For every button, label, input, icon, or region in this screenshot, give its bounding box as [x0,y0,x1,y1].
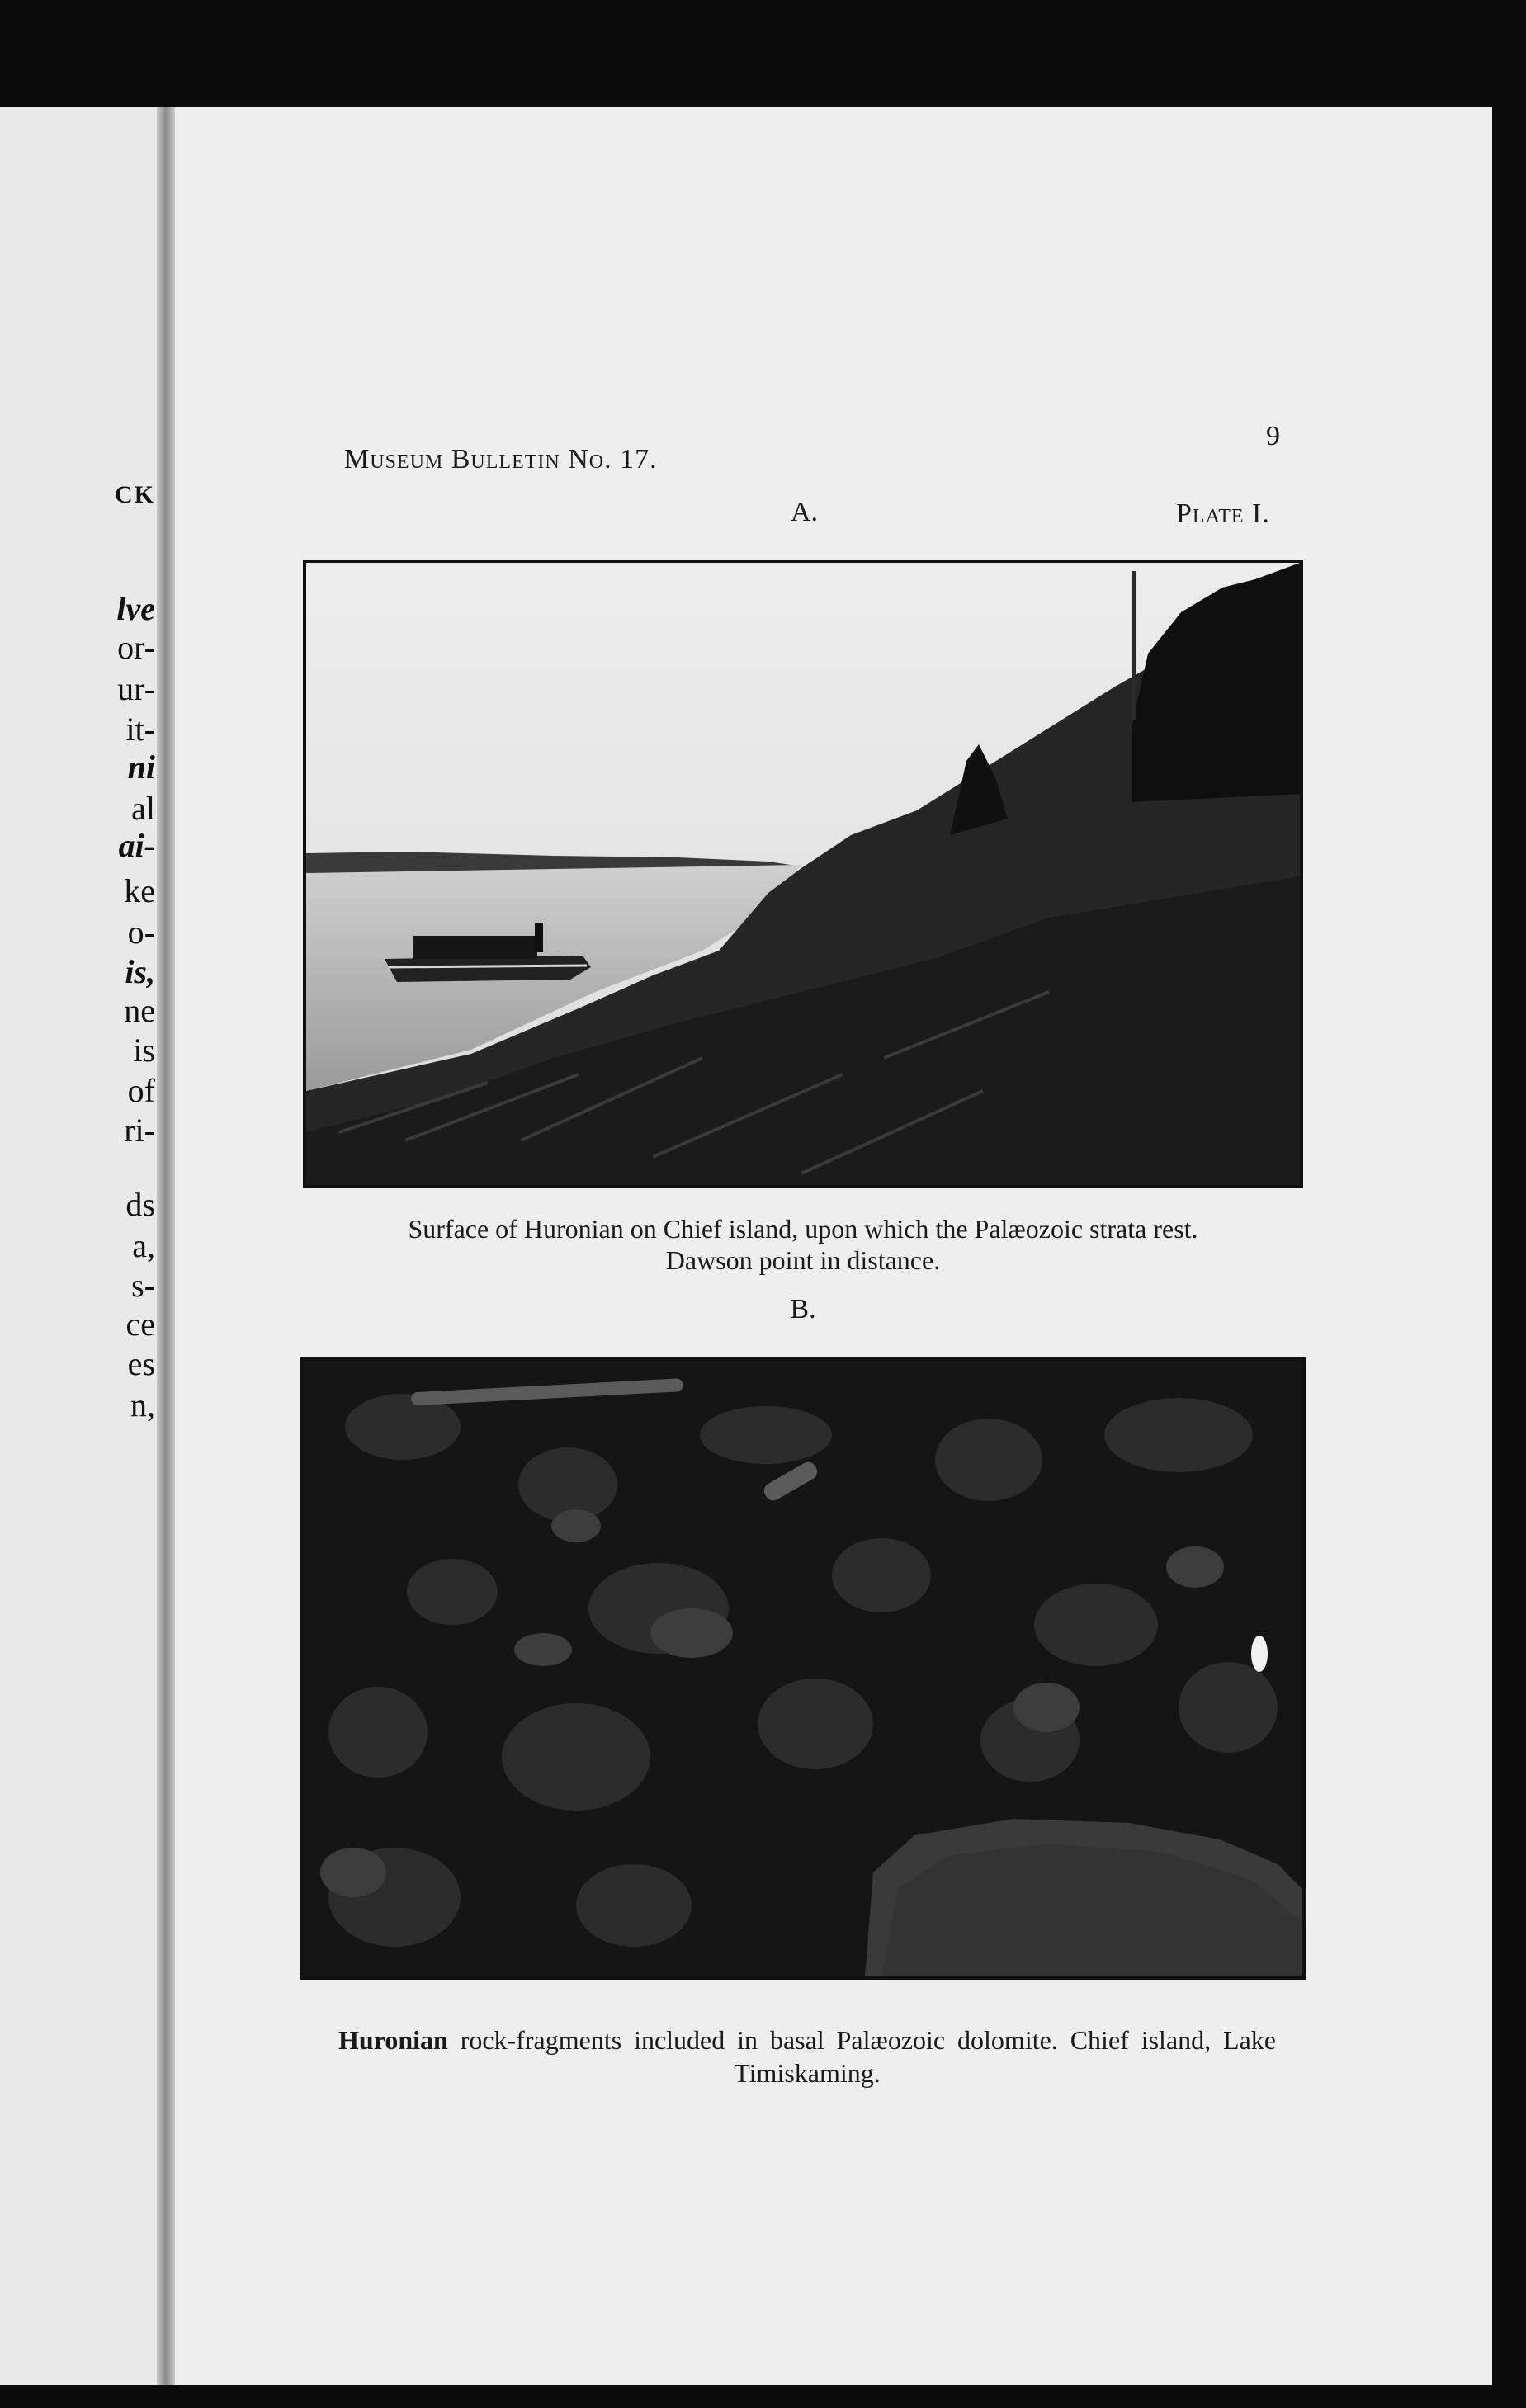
left-text-fragment: ne [124,992,155,1029]
right-page [175,107,1492,2385]
left-text-fragment: ai- [118,827,155,864]
figure-b-caption-bold: Huronian [338,2025,448,2055]
left-header-fragment: CK [115,481,155,508]
figure-a-label: A. [791,497,819,527]
left-text-fragment: of [127,1072,155,1109]
left-text-fragment: it- [125,711,155,748]
page-number: 9 [1266,421,1280,451]
figure-a-caption [303,1213,1303,1277]
figure-b-caption [338,2023,1276,2089]
left-text-fragment: is [133,1032,155,1069]
figure-a-caption-line1: Surface of Huronian on Chief island, upon which the Palæozoic strata rest. [408,1214,1198,1244]
left-text-fragment: lve [116,590,155,627]
book-gutter [157,107,177,2385]
figure-b-label: B. [790,1294,816,1324]
figure-b-caption-rest: rock-fragments included in basal Palæozoic dolomite. Chief island, Lake Timiskaming. [447,2025,1276,2088]
figure-a-caption-line2: Dawson point in distance. [665,1245,941,1276]
left-text-fragment: ce [125,1306,155,1343]
plate-label: Plate I. [1176,498,1270,529]
left-text-fragment: ur- [117,670,155,707]
left-text-fragment: ni [127,748,155,786]
left-text-fragment: al [131,790,155,827]
photo-b-rock-fragments [300,1357,1306,1980]
left-text-fragment: is, [125,953,155,990]
left-page-fragment [0,107,165,2385]
left-text-fragment: o- [127,914,155,951]
left-text-fragment: a, [132,1227,155,1264]
left-text-fragment: or- [117,629,155,666]
left-text-fragment: ds [125,1186,155,1223]
left-text-fragment: ri- [124,1112,155,1149]
left-text-fragment: es [127,1345,155,1382]
left-text-fragment: s- [131,1267,155,1304]
left-text-fragment: ke [124,872,155,909]
left-text-fragment: n, [130,1386,155,1424]
photo-a-lakeshore [303,560,1303,1188]
running-head: Museum Bulletin No. 17. [344,444,658,475]
